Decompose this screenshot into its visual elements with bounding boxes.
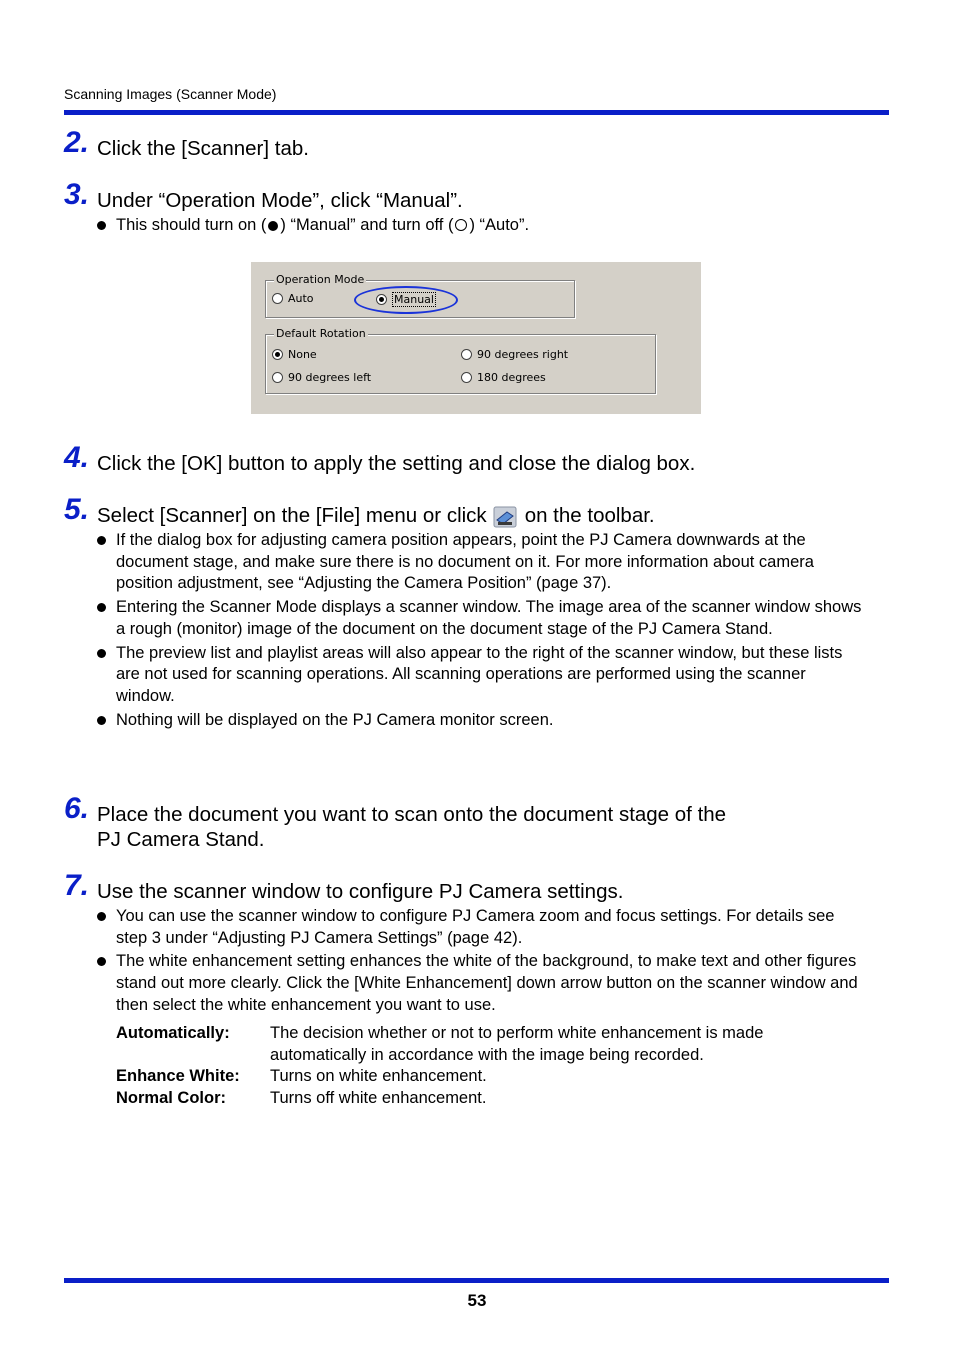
180-radio[interactable]: 180 degrees	[461, 371, 546, 384]
radio-off-icon	[461, 349, 472, 360]
radio-on-icon	[272, 349, 283, 360]
radio-off-icon	[461, 372, 472, 383]
bullet-item: If the dialog box for adjusting camera position appears, point the PJ Camera downwards at the document stage, and make sure there is no document on it. For more information about camera position adjustment, see “Adjusting the Camera Position” (page 37).	[96, 530, 866, 595]
step-text: Click the [OK] button to apply the setting and close the dialog box.	[97, 452, 696, 475]
running-header: Scanning Images (Scanner Mode)	[64, 86, 277, 102]
step-3-bullets	[96, 215, 866, 239]
step-text: Select [Scanner] on the [File] menu or click on the toolbar.	[97, 504, 655, 527]
footer-rule	[64, 1278, 889, 1283]
90-left-radio[interactable]: 90 degrees left	[272, 371, 371, 384]
none-radio[interactable]: None	[272, 348, 317, 361]
default-rotation-group	[265, 327, 656, 394]
bullet-item: Nothing will be displayed on the PJ Camera monitor screen.	[96, 710, 866, 732]
definition-desc: Turns on white enhancement.	[270, 1067, 487, 1086]
bullet-item: The white enhancement setting enhances the white of the background, to make text and other figures stand out more clearly. Click the [White Enhancement] down arrow button on the scanner window and then select the white enhancement you want to use.	[96, 951, 866, 1016]
radio-off-icon	[272, 372, 283, 383]
bullet-dot-icon	[97, 603, 106, 612]
settings-dialog-screenshot	[251, 262, 701, 414]
manual-highlight-ellipse	[354, 286, 458, 314]
empty-radio-icon	[455, 219, 467, 231]
bullet-dot-icon	[97, 912, 106, 921]
header-rule	[64, 110, 889, 115]
step-text: Use the scanner window to configure PJ Camera settings.	[97, 880, 624, 903]
bullet-dot-icon	[97, 536, 106, 545]
filled-radio-icon	[268, 221, 278, 231]
bullet-dot-icon	[97, 649, 106, 658]
operation-mode-label: Operation Mode	[276, 273, 365, 286]
auto-radio[interactable]: Auto	[272, 292, 314, 305]
bullet-item: The preview list and playlist areas will also appear to the right of the scanner window, but these lists are not used for scanning operations. All scanning operations are performed using the scanner window.	[96, 643, 866, 708]
step-text: Under “Operation Mode”, click “Manual”.	[97, 189, 463, 212]
bullet-item: Entering the Scanner Mode displays a scanner window. The image area of the scanner window shows a rough (monitor) image of the document on the document stage of the PJ Camera Stand.	[96, 597, 866, 640]
radio-off-icon	[272, 293, 283, 304]
definition-term: Automatically:	[116, 1024, 230, 1042]
definition-desc: Turns off white enhancement.	[270, 1089, 487, 1108]
step-text-line2: PJ Camera Stand.	[97, 828, 265, 851]
page-number: 53	[467, 1291, 487, 1310]
scanner-icon	[493, 506, 517, 528]
90-right-radio[interactable]: 90 degrees right	[461, 348, 568, 361]
default-rotation-label: Default Rotation	[276, 327, 366, 340]
step-7-bullets	[96, 906, 866, 1019]
manual-radio[interactable]: Manual	[376, 292, 436, 307]
step-number: 2.	[64, 126, 90, 159]
definition-term: Normal Color:	[116, 1089, 227, 1108]
definition-term: Enhance White:	[116, 1067, 240, 1086]
step-number: 7.	[64, 869, 90, 902]
step-6	[64, 792, 864, 854]
step-text-line1: Place the document you want to scan onto the document stage of the	[97, 803, 727, 826]
bullet-item: This should turn on ( ) “Manual” and turn off ( ) “Auto”.	[96, 215, 866, 237]
bullet-dot-icon	[97, 221, 106, 230]
bullet-dot-icon	[97, 957, 106, 966]
step-number: 6.	[64, 792, 90, 825]
definition-desc: The decision whether or not to perform white enhancement is made automatically in accordance with the image being recorded.	[270, 1024, 764, 1064]
bullet-dot-icon	[97, 716, 106, 725]
step-5-bullets	[96, 530, 866, 733]
step-number: 4.	[64, 441, 90, 474]
step-text: Click the [Scanner] tab.	[97, 137, 309, 160]
step-number: 3.	[64, 178, 90, 211]
step-number: 5.	[64, 493, 90, 526]
bullet-item: You can use the scanner window to configure PJ Camera zoom and focus settings. For details see step 3 under “Adjusting PJ Camera Settings” (page 42).	[96, 906, 866, 949]
